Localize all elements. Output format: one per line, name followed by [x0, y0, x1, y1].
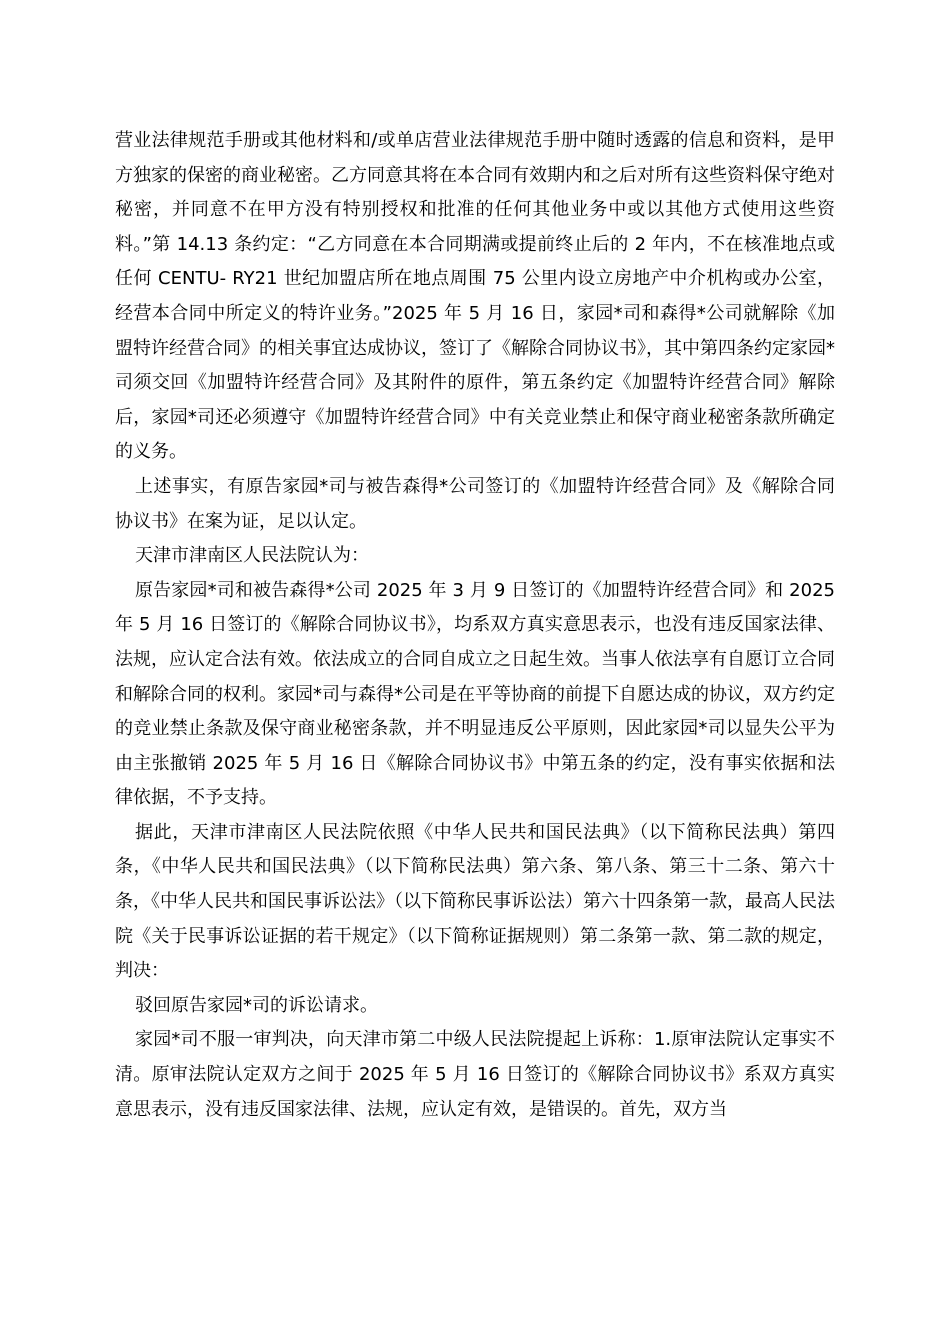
paragraph-legal-basis: 据此，天津市津南区人民法院依照《中华人民共和国民法典》（以下简称民法典）第四条，《中华人民共和国民法典》（以下简称民法典）第六条、第八条、第三十二条、第六十条，《中华人民共和国民事诉讼法》（以下简称民事诉讼法）第六十四条第一款，最高人民法院《关于民事诉讼证据的若干规定》（以下简称证据规则）第二条第一款、第二款的规定，判决：: [115, 821, 835, 982]
paragraph-appeal: 家园*司不服一审判决，向天津市第二中级人民法院提起上诉称：1.原审法院认定事实不清。原审法院认定双方之间于 2025 年 5 月 16 日签订的《解除合同协议书》系双方真实意思表示，没有违反国家法律、法规，应认定有效，是错误的。首先，双方当: [115, 1029, 835, 1120]
paragraph-judgment: 驳回原告家园*司的诉讼请求。: [135, 994, 378, 1016]
paragraph-court-reasoning: 原告家园*司和被告森得*公司 2025 年 3 月 9 日签订的《加盟特许经营合同》和 2025 年 5 月 16 日签订的《解除合同协议书》，均系双方真实意思表示，也没有违反国家法律、法规，应认定合法有效。依法成立的合同自成立之日起生效。当事人依法享有自愿订立合同和解除合同的权利。家园*司与森得*公司是在平等协商的前提下自愿达成的协议，双方约定的竞业禁止条款及保守商业秘密条款，并不明显违反公平原则，因此家园*司以显失公平为由主张撤销 2025 年 5 月 16 日《解除合同协议书》中第五条的约定，没有事实依据和法律依据，不予支持。: [115, 579, 835, 809]
document-page: [115, 124, 835, 1127]
paragraph-confidentiality-clause: 营业法律规范手册或其他材料和/或单店营业法律规范手册中随时透露的信息和资料，是甲方独家的保密的商业秘密。乙方同意其将在本合同有效期内和之后对所有这些资料保守绝对秘密，并同意不在甲方没有特别授权和批准的任何其他业务中或以其他方式使用这些资料。”第 14.13 条约定：“乙方同意在本合同期满或提前终止后的 2 年内，不在核准地点或任何 CENTU- RY21 世纪加盟店所在地点周围 75 公里内设立房地产中介机构或办公室，经营本合同中所定义的特许业务。”2025 年 5 月 16 日，家园*司和森得*公司就解除《加盟特许经营合同》的相关事宜达成协议，签订了《解除合同协议书》，其中第四条约定家园*司须交回《加盟特许经营合同》及其附件的原件，第五条约定《加盟特许经营合同》解除后，家园*司还必须遵守《加盟特许经营合同》中有关竞业禁止和保守商业秘密条款所确定的义务。: [115, 130, 835, 463]
paragraph-court-opinion-intro: 天津市津南区人民法院认为：: [135, 545, 369, 567]
paragraph-facts-evidence: 上述事实，有原告家园*司与被告森得*公司签订的《加盟特许经营合同》及《解除合同协议书》在案为证，足以认定。: [115, 475, 835, 532]
